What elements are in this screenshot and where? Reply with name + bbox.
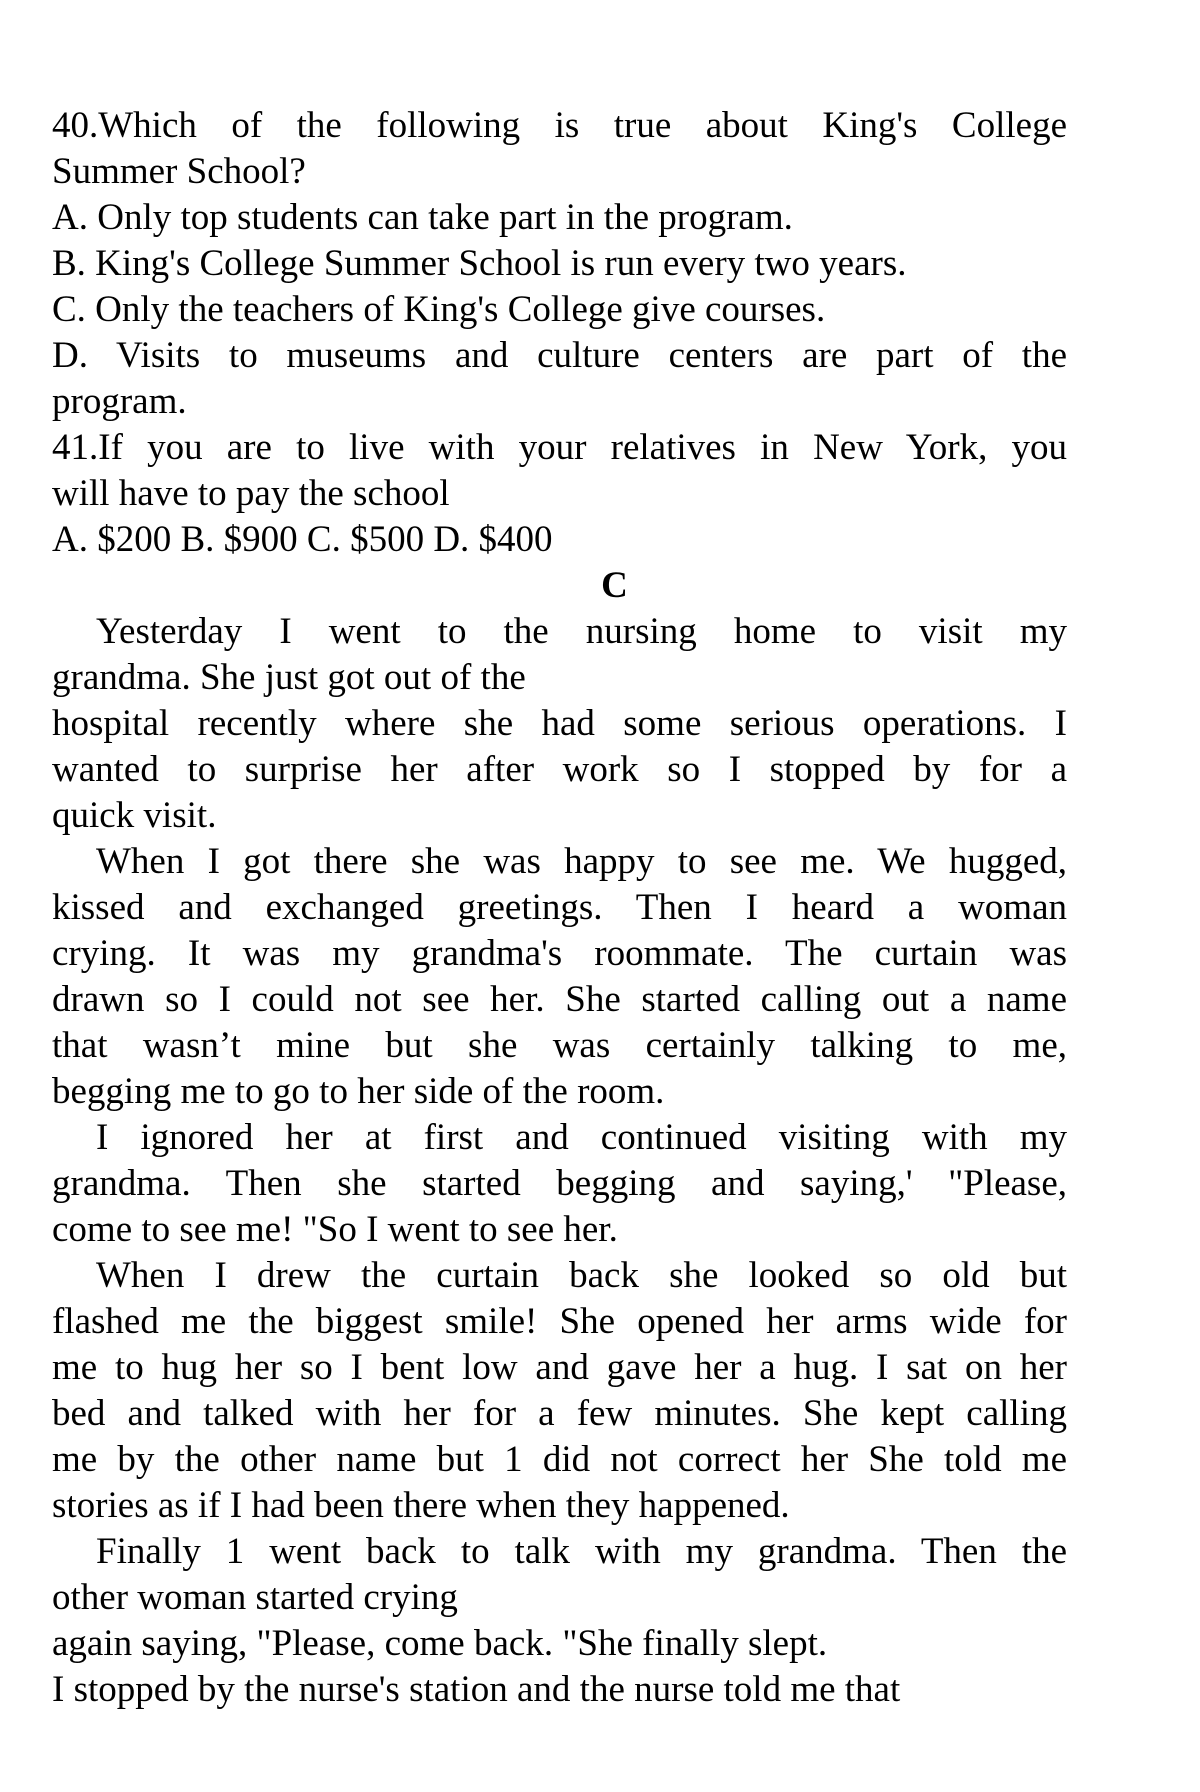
question-40-option-c: C. Only the teachers of King's College give courses. (52, 289, 826, 330)
passage-line-2: grandma. She just got out of the (52, 657, 526, 698)
passage-line-15: When I drew the curtain back she looked so old but (96, 1255, 1067, 1296)
text-column (52, 103, 1067, 1713)
passage-line-1: Yesterday I went to the nursing home to visit my (96, 611, 1067, 652)
passage-line-13: grandma. Then she started begging and saying,' "Please, (52, 1163, 1067, 1204)
question-41-options: A. $200 B. $900 C. $500 D. $400 (52, 519, 553, 560)
passage-line-3: hospital recently where she had some serious operations. I (52, 703, 1067, 744)
passage-line-20: stories as if I had been there when they happened. (52, 1485, 790, 1526)
passage-line-16: flashed me the biggest smile! She opened her arms wide for (52, 1301, 1067, 1342)
passage-line-7: kissed and exchanged greetings. Then I heard a woman (52, 887, 1067, 928)
passage-line-6: When I got there she was happy to see me. We hugged, (96, 841, 1067, 882)
passage-line-8: crying. It was my grandma's roommate. The curtain was (52, 933, 1067, 974)
question-41-line-2: will have to pay the school (52, 473, 450, 514)
question-41-line-1: 41.If you are to live with your relatives in New York, you (52, 427, 1067, 468)
passage-line-21: Finally 1 went back to talk with my grandma. Then the (96, 1531, 1067, 1572)
question-40-line-2: Summer School? (52, 151, 306, 192)
section-heading-c: C (601, 565, 628, 606)
passage-line-5: quick visit. (52, 795, 217, 836)
passage-line-24: I stopped by the nurse's station and the nurse told me that (52, 1669, 901, 1710)
passage-line-9: drawn so I could not see her. She started calling out a name (52, 979, 1067, 1020)
passage-line-18: bed and talked with her for a few minutes. She kept calling (52, 1393, 1067, 1434)
passage-line-11: begging me to go to her side of the room. (52, 1071, 665, 1112)
question-40-option-b: B. King's College Summer School is run every two years. (52, 243, 907, 284)
passage-line-12: I ignored her at first and continued visiting with my (96, 1117, 1067, 1158)
passage-line-10: that wasn’t mine but she was certainly talking to me, (52, 1025, 1067, 1066)
passage-line-19: me by the other name but 1 did not correct her She told me (52, 1439, 1067, 1480)
passage-line-14: come to see me! "So I went to see her. (52, 1209, 618, 1250)
question-40-option-d-line-2: program. (52, 381, 187, 422)
passage-line-22: other woman started crying (52, 1577, 458, 1618)
passage-line-17: me to hug her so I bent low and gave her a hug. I sat on her (52, 1347, 1067, 1388)
question-40-option-a: A. Only top students can take part in the program. (52, 197, 793, 238)
passage-line-23: again saying, "Please, come back. "She finally slept. (52, 1623, 828, 1664)
passage-line-4: wanted to surprise her after work so I stopped by for a (52, 749, 1067, 790)
question-40-option-d-line-1: D. Visits to museums and culture centers are part of the (52, 335, 1067, 376)
question-40-line-1: 40.Which of the following is true about King's College (52, 105, 1067, 146)
